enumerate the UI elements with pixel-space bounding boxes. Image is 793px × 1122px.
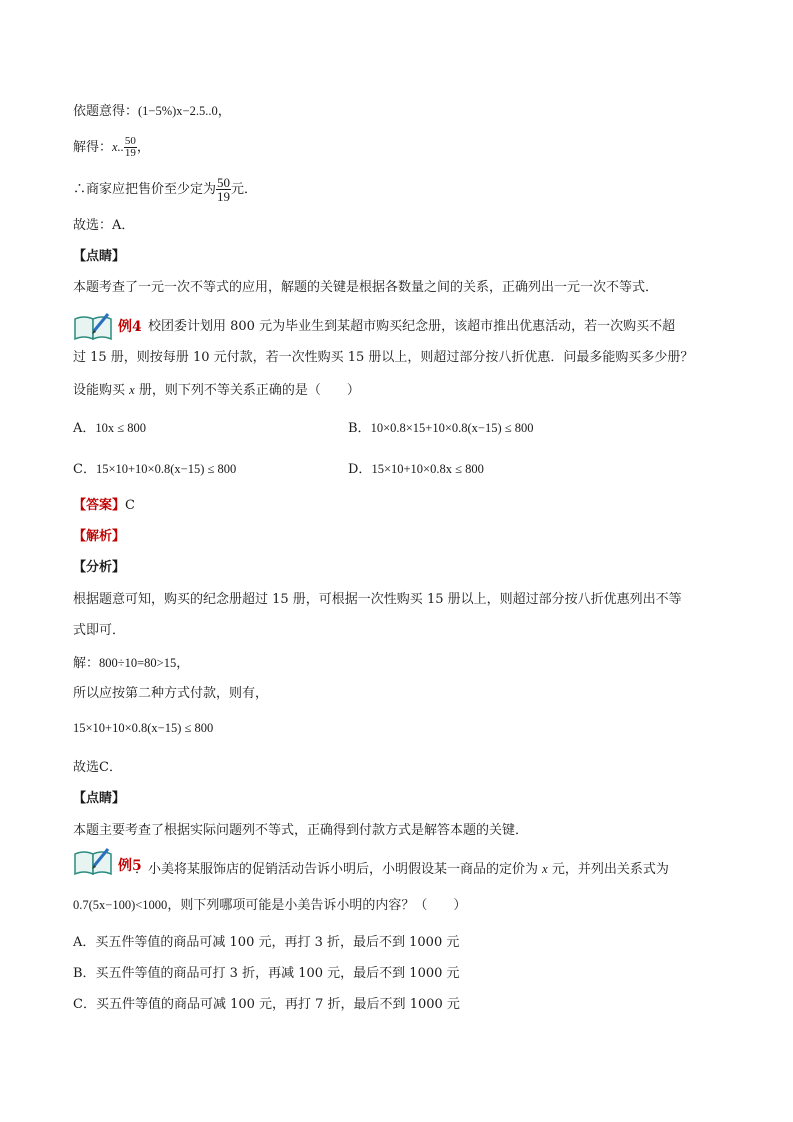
text: 设能购买 [73, 383, 130, 398]
section-heading-dianjing-2: 【点睛】 [73, 791, 126, 806]
fraction-denominator: 19 [124, 147, 136, 159]
example-5-option-a: A．买五件等值的商品可减 100 元，再打 3 折，最后不到 1000 元 [73, 935, 460, 950]
text: ∴商家应把售价至少定为 [73, 182, 217, 197]
example-5-line-2 [73, 896, 466, 915]
text: 解得： [73, 140, 113, 155]
option-label: A． [73, 421, 96, 436]
solution-step-3: 15×10+10×0.8(x−15) ≤ 800 [73, 721, 214, 735]
math-expression: 15×10+10×0.8x ≤ 800 [371, 462, 484, 476]
answer-line [73, 497, 135, 515]
solution-step-2: 所以应按第二种方式付款，则有， [73, 686, 269, 701]
math-expression: 0.7(5x−100)<1000 [73, 898, 168, 912]
summary-text: 本题考查了一元一次不等式的应用，解题的关键是根据各数量之间的关系，正确列出一元一次不等式． [73, 280, 659, 295]
math-variable: x [542, 862, 548, 876]
math-variable: x.. [112, 140, 124, 154]
example-4-label: 例4 [118, 319, 142, 335]
math-expression: (1−5%)x−2.5..0 [138, 104, 218, 118]
solution-line-2 [73, 136, 150, 159]
text: ， [176, 656, 190, 671]
example-4-line-3 [73, 381, 360, 400]
fraction [124, 136, 137, 159]
option-label: B． [348, 421, 371, 436]
section-heading-dianjing: 【点睛】 [73, 249, 126, 264]
summary-text-2: 本题主要考查了根据实际问题列不等式，正确得到付款方式是解答本题的关键． [73, 823, 529, 838]
example-4-line-2: 过 15 册，则按每册 10 元付款，若一次性购买 15 册以上，则超过部分按八折优惠．问最多能购买多少册？ [73, 350, 694, 365]
analysis-line-2: 式即可． [73, 623, 126, 638]
option-a [73, 419, 146, 438]
fraction [216, 176, 231, 203]
example-5-label: 例5 [118, 858, 142, 874]
example-5-option-c: C．买五件等值的商品可减 100 元，再打 7 折，最后不到 1000 元 [73, 997, 460, 1012]
solution-step-1 [73, 654, 189, 673]
answer-label: 【答案】 [73, 498, 126, 513]
solution-line-1 [73, 102, 231, 121]
math-variable: x [129, 383, 135, 397]
text: 解： [73, 656, 100, 671]
text: 元，并列出关系式为 [547, 862, 669, 877]
example-4-line-1: ．校团委计划用 800 元为毕业生到某超市购买纪念册，该超市推出优惠活动，若一次购买不超 [135, 319, 676, 334]
answer-value: C [125, 498, 135, 513]
example-5-line-1 [135, 860, 669, 879]
text: ，则下列哪项可能是小美告诉小明的内容？（ ） [167, 898, 467, 913]
option-label: C． [73, 462, 96, 477]
text: ， [217, 104, 231, 119]
math-expression: 15×10+10×0.8(x−15) ≤ 800 [95, 462, 237, 476]
solution-step-4: 故选C． [73, 760, 122, 775]
fraction-numerator: 50 [124, 135, 136, 147]
math-expression: 800÷10=80>15 [99, 656, 177, 670]
math-expression: 10x ≤ 800 [95, 421, 147, 435]
analysis-line-1: 根据题意可知，购买的纪念册超过 15 册，可根据一次性购买 15 册以上，则超过部分按八折优惠列出不等 [73, 592, 682, 607]
choice-line: 故选：A． [73, 218, 135, 233]
section-heading-fenxi: 【分析】 [73, 560, 126, 575]
solution-line-3 [73, 176, 257, 203]
text: 元． [231, 182, 258, 197]
option-b [348, 419, 534, 438]
text: 依题意得： [73, 104, 139, 119]
math-expression: 10×0.8×15+10×0.8(x−15) ≤ 800 [370, 421, 534, 435]
text: 册，则下列不等关系正确的是（ ） [134, 383, 360, 398]
section-heading-jiexi: 【解析】 [73, 529, 126, 544]
fraction-numerator: 50 [217, 175, 231, 190]
text: ， [136, 140, 150, 155]
text: ．小美将某服饰店的促销活动告诉小明后，小明假设某一商品的定价为 [135, 862, 543, 877]
example-5-option-b: B．买五件等值的商品可打 3 折，再减 100 元，最后不到 1000 元 [73, 966, 460, 981]
option-d [348, 460, 484, 479]
fraction-denominator: 19 [217, 189, 231, 204]
book-pencil-icon [73, 311, 115, 341]
option-label: D． [348, 462, 372, 477]
book-pencil-icon [73, 846, 115, 876]
option-c [73, 460, 236, 479]
